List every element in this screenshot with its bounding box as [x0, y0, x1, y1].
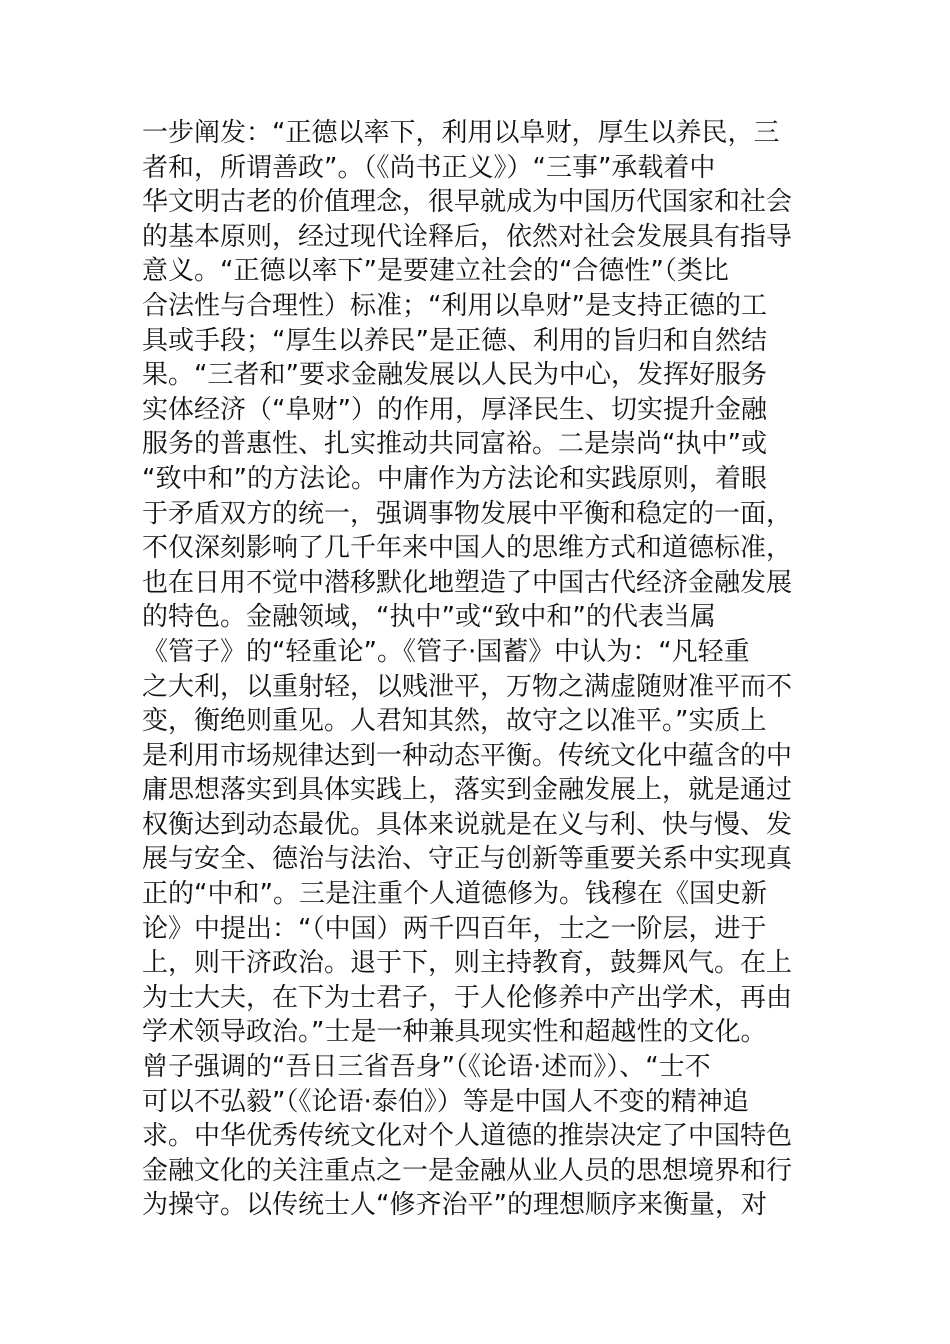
text-line: 展与安全、德治与法治、守正与创新等重要关系中实现真: [142, 844, 793, 875]
text-line: 合法性与合理性）标准；“利用以阜财”是支持正德的工: [142, 290, 767, 321]
text-line: 一步阐发：“正德以率下，利用以阜财，厚生以养民，三: [142, 118, 780, 148]
text-line: 的基本原则，经过现代诠释后，依然对社会发展具有指导: [142, 221, 793, 252]
text-line: 曾子强调的“吾日三省吾身”（《论语·述而》）、“士不: [142, 1052, 711, 1083]
text-line: 变，衡绝则重见。人君知其然，故守之以准平。”实质上: [142, 706, 767, 737]
text-line: 是利用市场规律达到一种动态平衡。传统文化中蕴含的中: [142, 740, 793, 771]
text-line: 可以不弘毅”（《论语·泰伯》）等是中国人不变的精神追: [142, 1086, 749, 1117]
text-line: 于矛盾双方的统一，强调事物发展中平衡和稳定的一面，: [142, 498, 793, 529]
text-line: 具或手段；“厚生以养民”是正德、利用的旨归和自然结: [142, 325, 767, 356]
text-line: 正的“中和”。三是注重个人道德修为。钱穆在《国史新: [142, 879, 767, 910]
text-line: 华文明古老的价值理念，很早就成为中国历代国家和社会: [142, 187, 793, 218]
text-line: 果。“三者和”要求金融发展以人民为中心，发挥好服务: [142, 360, 767, 391]
text-line: 为操守。以传统士人“修齐治平”的理想顺序来衡量，对: [142, 1190, 767, 1221]
text-line: 庸思想落实到具体实践上，落实到金融发展上，就是通过: [142, 775, 793, 806]
text-line: “致中和”的方法论。中庸作为方法论和实践原则，着眼: [142, 463, 767, 494]
text-line: 权衡达到动态最优。具体来说就是在义与利、快与慢、发: [142, 809, 793, 840]
text-line: 金融文化的关注重点之一是金融从业人员的思想境界和行: [142, 1155, 793, 1186]
text-line: 也在日用不觉中潜移默化地塑造了中国古代经济金融发展: [142, 567, 793, 598]
text-line: 学术领导政治。”士是一种兼具现实性和超越性的文化。: [142, 1017, 767, 1048]
text-line: 求。中华优秀传统文化对个人道德的推崇决定了中国特色: [142, 1121, 793, 1152]
text-line: 的特色。金融领域，“执中”或“致中和”的代表当属: [142, 602, 716, 633]
text-line: 不仅深刻影响了几千年来中国人的思维方式和道德标准，: [142, 533, 793, 564]
body-paragraph: [142, 116, 822, 1223]
text-line: 意义。“正德以率下”是要建立社会的“合德性”（类比: [142, 256, 729, 287]
text-line: 论》中提出：“（中国）两千四百年，士之一阶层，进于: [142, 913, 767, 944]
text-line: 服务的普惠性、扎实推动共同富裕。二是崇尚“执中”或: [142, 429, 767, 460]
text-line: 者和，所谓善政”。（《尚书正义》）“三事”承载着中: [142, 152, 716, 183]
text-line: 为士大夫，在下为士君子，于人伦修养中产出学术，再由: [142, 982, 793, 1013]
text-line: 上，则干济政治。退于下，则主持教育，鼓舞风气。在上: [142, 948, 793, 979]
text-line: 实体经济（“阜财”）的作用，厚泽民生、切实提升金融: [142, 394, 767, 425]
text-line: 之大利，以重射轻，以贱泄平，万物之满虚随财准平而不: [142, 671, 793, 702]
text-line: 《管子》的“轻重论”。《管子·国蓄》中认为：“凡轻重: [142, 636, 750, 667]
